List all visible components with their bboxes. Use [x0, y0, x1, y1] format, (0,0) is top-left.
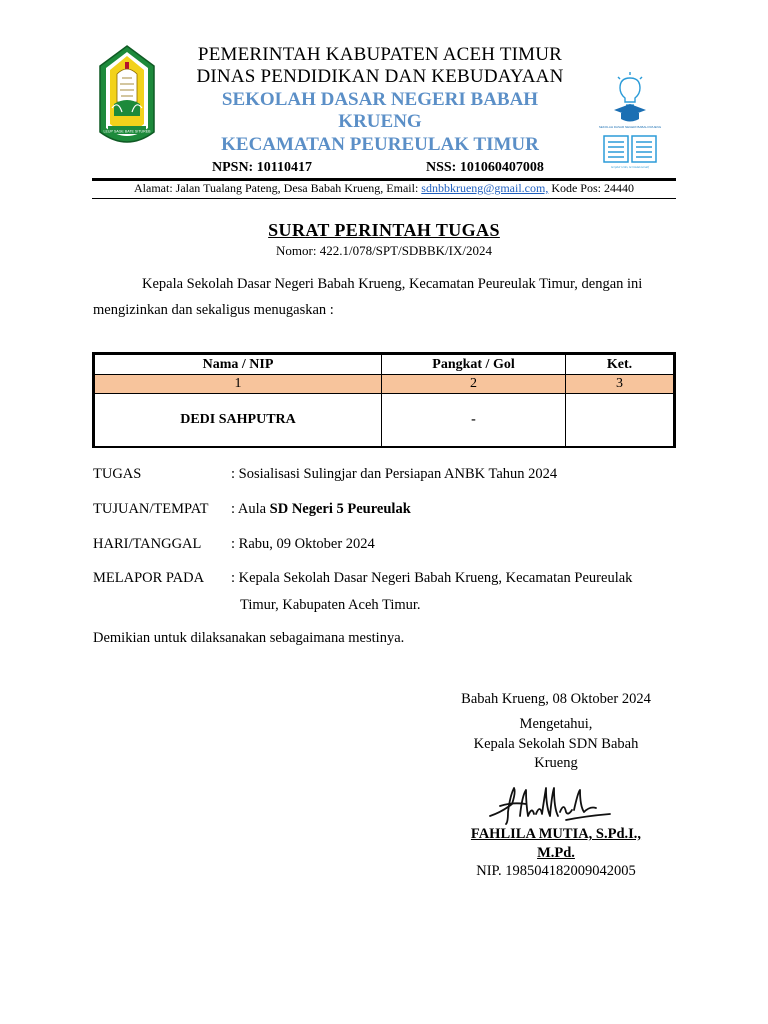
signature-acknowledge: Mengetahui, [519, 716, 593, 732]
svg-text:berpikir kritis, bertindak kre: berpikir kritis, bertindak kreatif [610, 165, 650, 169]
field-value-tujuan [231, 501, 411, 518]
signature-role: Kepala Sekolah SDN Babah [473, 736, 639, 752]
address-text: Alamat: Jalan Tualang Pateng, Desa Babah Krueng, Email: [134, 181, 422, 195]
school-logo [594, 72, 666, 170]
header-school-name-cont: KRUENG [338, 111, 422, 132]
npsn-number: NPSN: 10110417 [212, 160, 312, 175]
field-value-lapor: : Kepala Sekolah Dasar Negeri Babah Krueng, Kecamatan Peureulak [231, 570, 633, 586]
document-title: SURAT PERINTAH TUGAS [268, 220, 500, 240]
table-number-row [95, 375, 674, 394]
table-header-cell: Pangkat / Gol [382, 355, 566, 375]
header-government: PEMERINTAH KABUPATEN ACEH TIMUR [197, 44, 563, 65]
signatory-name: FAHLILA MUTIA, S.Pd.I., [470, 826, 642, 842]
postal-code: Kode Pos: 24440 [548, 181, 634, 195]
signatory-degree: M.Pd. [537, 845, 575, 861]
handwritten-signature [486, 782, 616, 830]
field-value-tugas: : Sosialisasi Sulingjar dan Persiapan ANBK Tahun 2024 [231, 466, 558, 482]
signature-place-date: Babah Krueng, 08 Oktober 2024 [461, 691, 651, 707]
table-cell-note [566, 394, 674, 447]
table-number-cell: 2 [382, 375, 566, 394]
intro-paragraph-line2: mengizinkan dan sekaligus menugaskan : [93, 302, 334, 318]
table-cell-rank: - [382, 394, 566, 447]
closing-sentence: Demikian untuk dilaksanakan sebagaimana mestinya. [93, 630, 405, 646]
header-divider-thin [92, 198, 676, 199]
field-value-lapor-cont: Timur, Kabupaten Aceh Timur. [240, 597, 421, 613]
intro-paragraph-line1: Kepala Sekolah Dasar Negeri Babah Krueng, Kecamatan Peureulak Timur, dengan ini [142, 276, 643, 292]
field-label-tugas: TUGAS [93, 466, 142, 482]
field-label-hari: HARI/TANGGAL [93, 536, 202, 552]
table-number-cell: 3 [566, 375, 674, 394]
signatory-nip: NIP. 198504182009042005 [476, 863, 636, 879]
svg-text:LEUP SAGE BATE SITUREB: LEUP SAGE BATE SITUREB [103, 129, 151, 134]
field-label-tujuan: TUJUAN/TEMPAT [93, 501, 209, 517]
table-number-cell: 1 [95, 375, 382, 394]
email-link[interactable]: sdnbbkrueng@gmail.com, [421, 181, 549, 195]
header-school-name: SEKOLAH DASAR NEGERI BABAH [221, 89, 539, 110]
header-kecamatan: KECAMATAN PEUREULAK TIMUR [221, 134, 539, 155]
nss-number: NSS: 101060407008 [426, 160, 544, 175]
document-number: Nomor: 422.1/078/SPT/SDBBK/IX/2024 [276, 243, 492, 258]
tujuan-prefix: : Aula [231, 501, 270, 517]
table-header-cell: Nama / NIP [95, 355, 382, 375]
field-value-hari: : Rabu, 09 Oktober 2024 [231, 536, 375, 552]
school-address [92, 181, 676, 196]
table-header-cell: Ket. [566, 355, 674, 375]
signature-role-cont: Krueng [534, 755, 578, 771]
header-dinas: DINAS PENDIDIKAN DAN KEBUDAYAAN [196, 66, 564, 87]
assignee-table [92, 352, 676, 448]
tujuan-place: SD Negeri 5 Peureulak [269, 501, 411, 517]
field-label-lapor: MELAPOR PADA [93, 570, 205, 586]
svg-text:SEKOLAH DASAR NEGERI BABAH KRU: SEKOLAH DASAR NEGERI BABAH KRUENG [598, 125, 662, 129]
table-header-row [95, 355, 674, 375]
table-row [95, 394, 674, 447]
aceh-timur-crest-logo [92, 44, 162, 154]
table-cell-name: DEDI SAHPUTRA [95, 394, 382, 447]
